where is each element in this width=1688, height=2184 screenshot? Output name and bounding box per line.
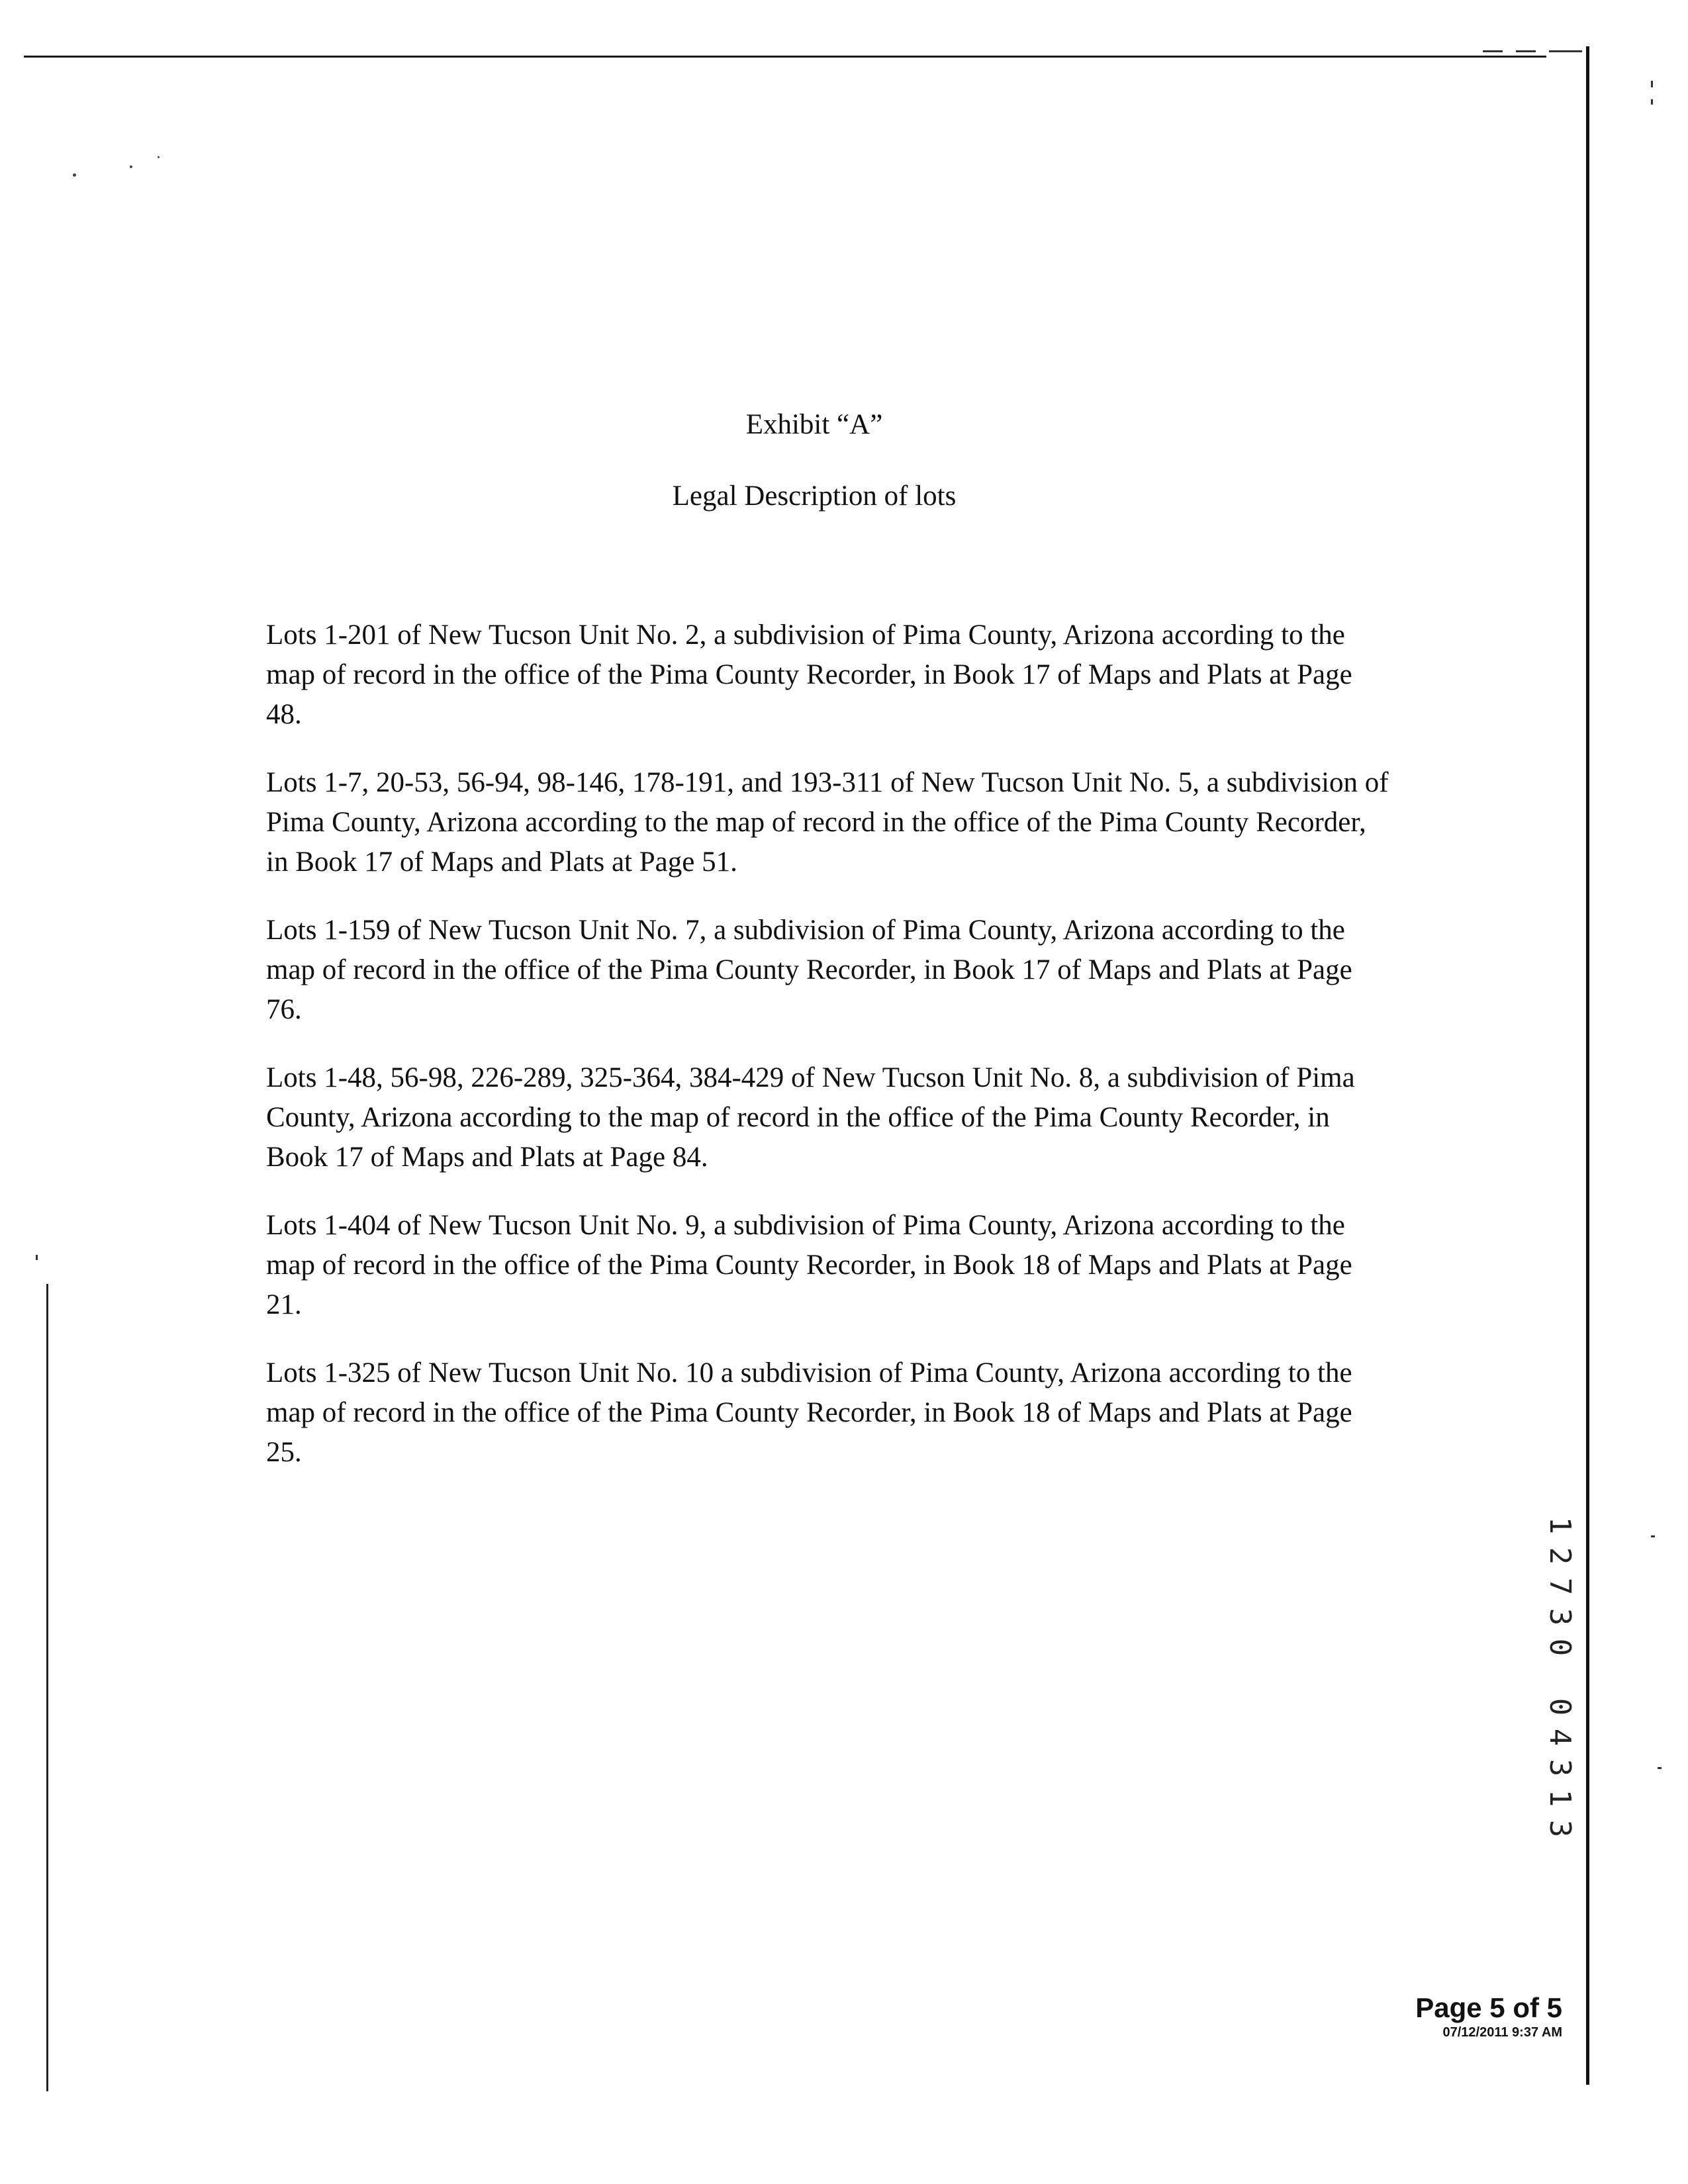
legal-description-body	[266, 615, 1391, 1501]
scan-speck	[130, 165, 132, 168]
top-border-dash	[1549, 50, 1582, 52]
recording-digit: 3	[1543, 1819, 1577, 1838]
lot-description-paragraph: Lots 1-159 of New Tucson Unit No. 7, a subdivision of Pima County, Arizona according to the map of record in the office of the Pima County Recorder, in Book 17 of Maps and Plats at Page 76.	[266, 915, 1352, 1025]
recording-digit: 0	[1543, 1698, 1577, 1716]
lot-description-paragraph: Lots 1-404 of New Tucson Unit No. 9, a subdivision of Pima County, Arizona according to the map of record in the office of the Pima County Recorder, in Book 18 of Maps and Plats at Page 21.	[266, 1210, 1352, 1320]
page-footer	[1324, 1992, 1562, 2041]
left-border-line	[46, 1284, 48, 2091]
recording-digit: 4	[1543, 1728, 1577, 1747]
lot-description-paragraph: Lots 1-7, 20-53, 56-94, 98-146, 178-191, and 193-311 of New Tucson Unit No. 5, a subdivision of Pima County, Arizona according to the map of record in the office of the Pima County Recorder, in Book 17 of Maps and Plats at Page 51.	[266, 767, 1389, 878]
top-border-line	[24, 56, 1546, 58]
recording-digit: 7	[1543, 1577, 1577, 1596]
edge-mark	[1651, 99, 1653, 105]
lot-description-paragraph: Lots 1-201 of New Tucson Unit No. 2, a subdivision of Pima County, Arizona according to the map of record in the office of the Pima County Recorder, in Book 17 of Maps and Plats at Page 48.	[266, 619, 1352, 730]
edge-mark	[36, 1255, 38, 1260]
recording-digit: 3	[1543, 1608, 1577, 1626]
document-subtitle: Legal Description of lots	[672, 480, 957, 512]
top-border-dash	[1483, 50, 1503, 52]
edge-mark	[1651, 81, 1653, 87]
exhibit-title: Exhibit “A”	[745, 409, 883, 440]
recording-digit: 3	[1543, 1758, 1577, 1777]
recording-digit: 2	[1543, 1547, 1577, 1565]
print-timestamp: 07/12/2011 9:37 AM	[1442, 2025, 1562, 2040]
edge-mark	[1651, 1535, 1655, 1537]
right-border-line	[1586, 46, 1589, 2085]
recording-digit: 0	[1543, 1638, 1577, 1657]
scan-speck	[158, 156, 160, 158]
page-number-label: Page 5 of 5	[1415, 1992, 1562, 2023]
lot-description-paragraph: Lots 1-325 of New Tucson Unit No. 10 a subdivision of Pima County, Arizona according to the map of record in the office of the Pima County Recorder, in Book 18 of Maps and Plats at Page 25.	[266, 1357, 1352, 1468]
recording-page-number	[1540, 1692, 1579, 1844]
lot-description-paragraph: Lots 1-48, 56-98, 226-289, 325-364, 384-429 of New Tucson Unit No. 8, a subdivision of Pima County, Arizona according to the map of record in the office of the Pima County Recorder, in Book 17 of Maps and Plats at Page 84.	[266, 1062, 1355, 1173]
recording-docket-number	[1540, 1510, 1579, 1662]
edge-mark	[1658, 1767, 1662, 1769]
scan-speck	[73, 173, 76, 177]
recording-digit: 1	[1543, 1789, 1577, 1807]
top-border-dash	[1516, 50, 1536, 52]
recording-number-stamp	[1540, 1510, 1579, 1844]
recording-digit: 1	[1543, 1516, 1577, 1535]
